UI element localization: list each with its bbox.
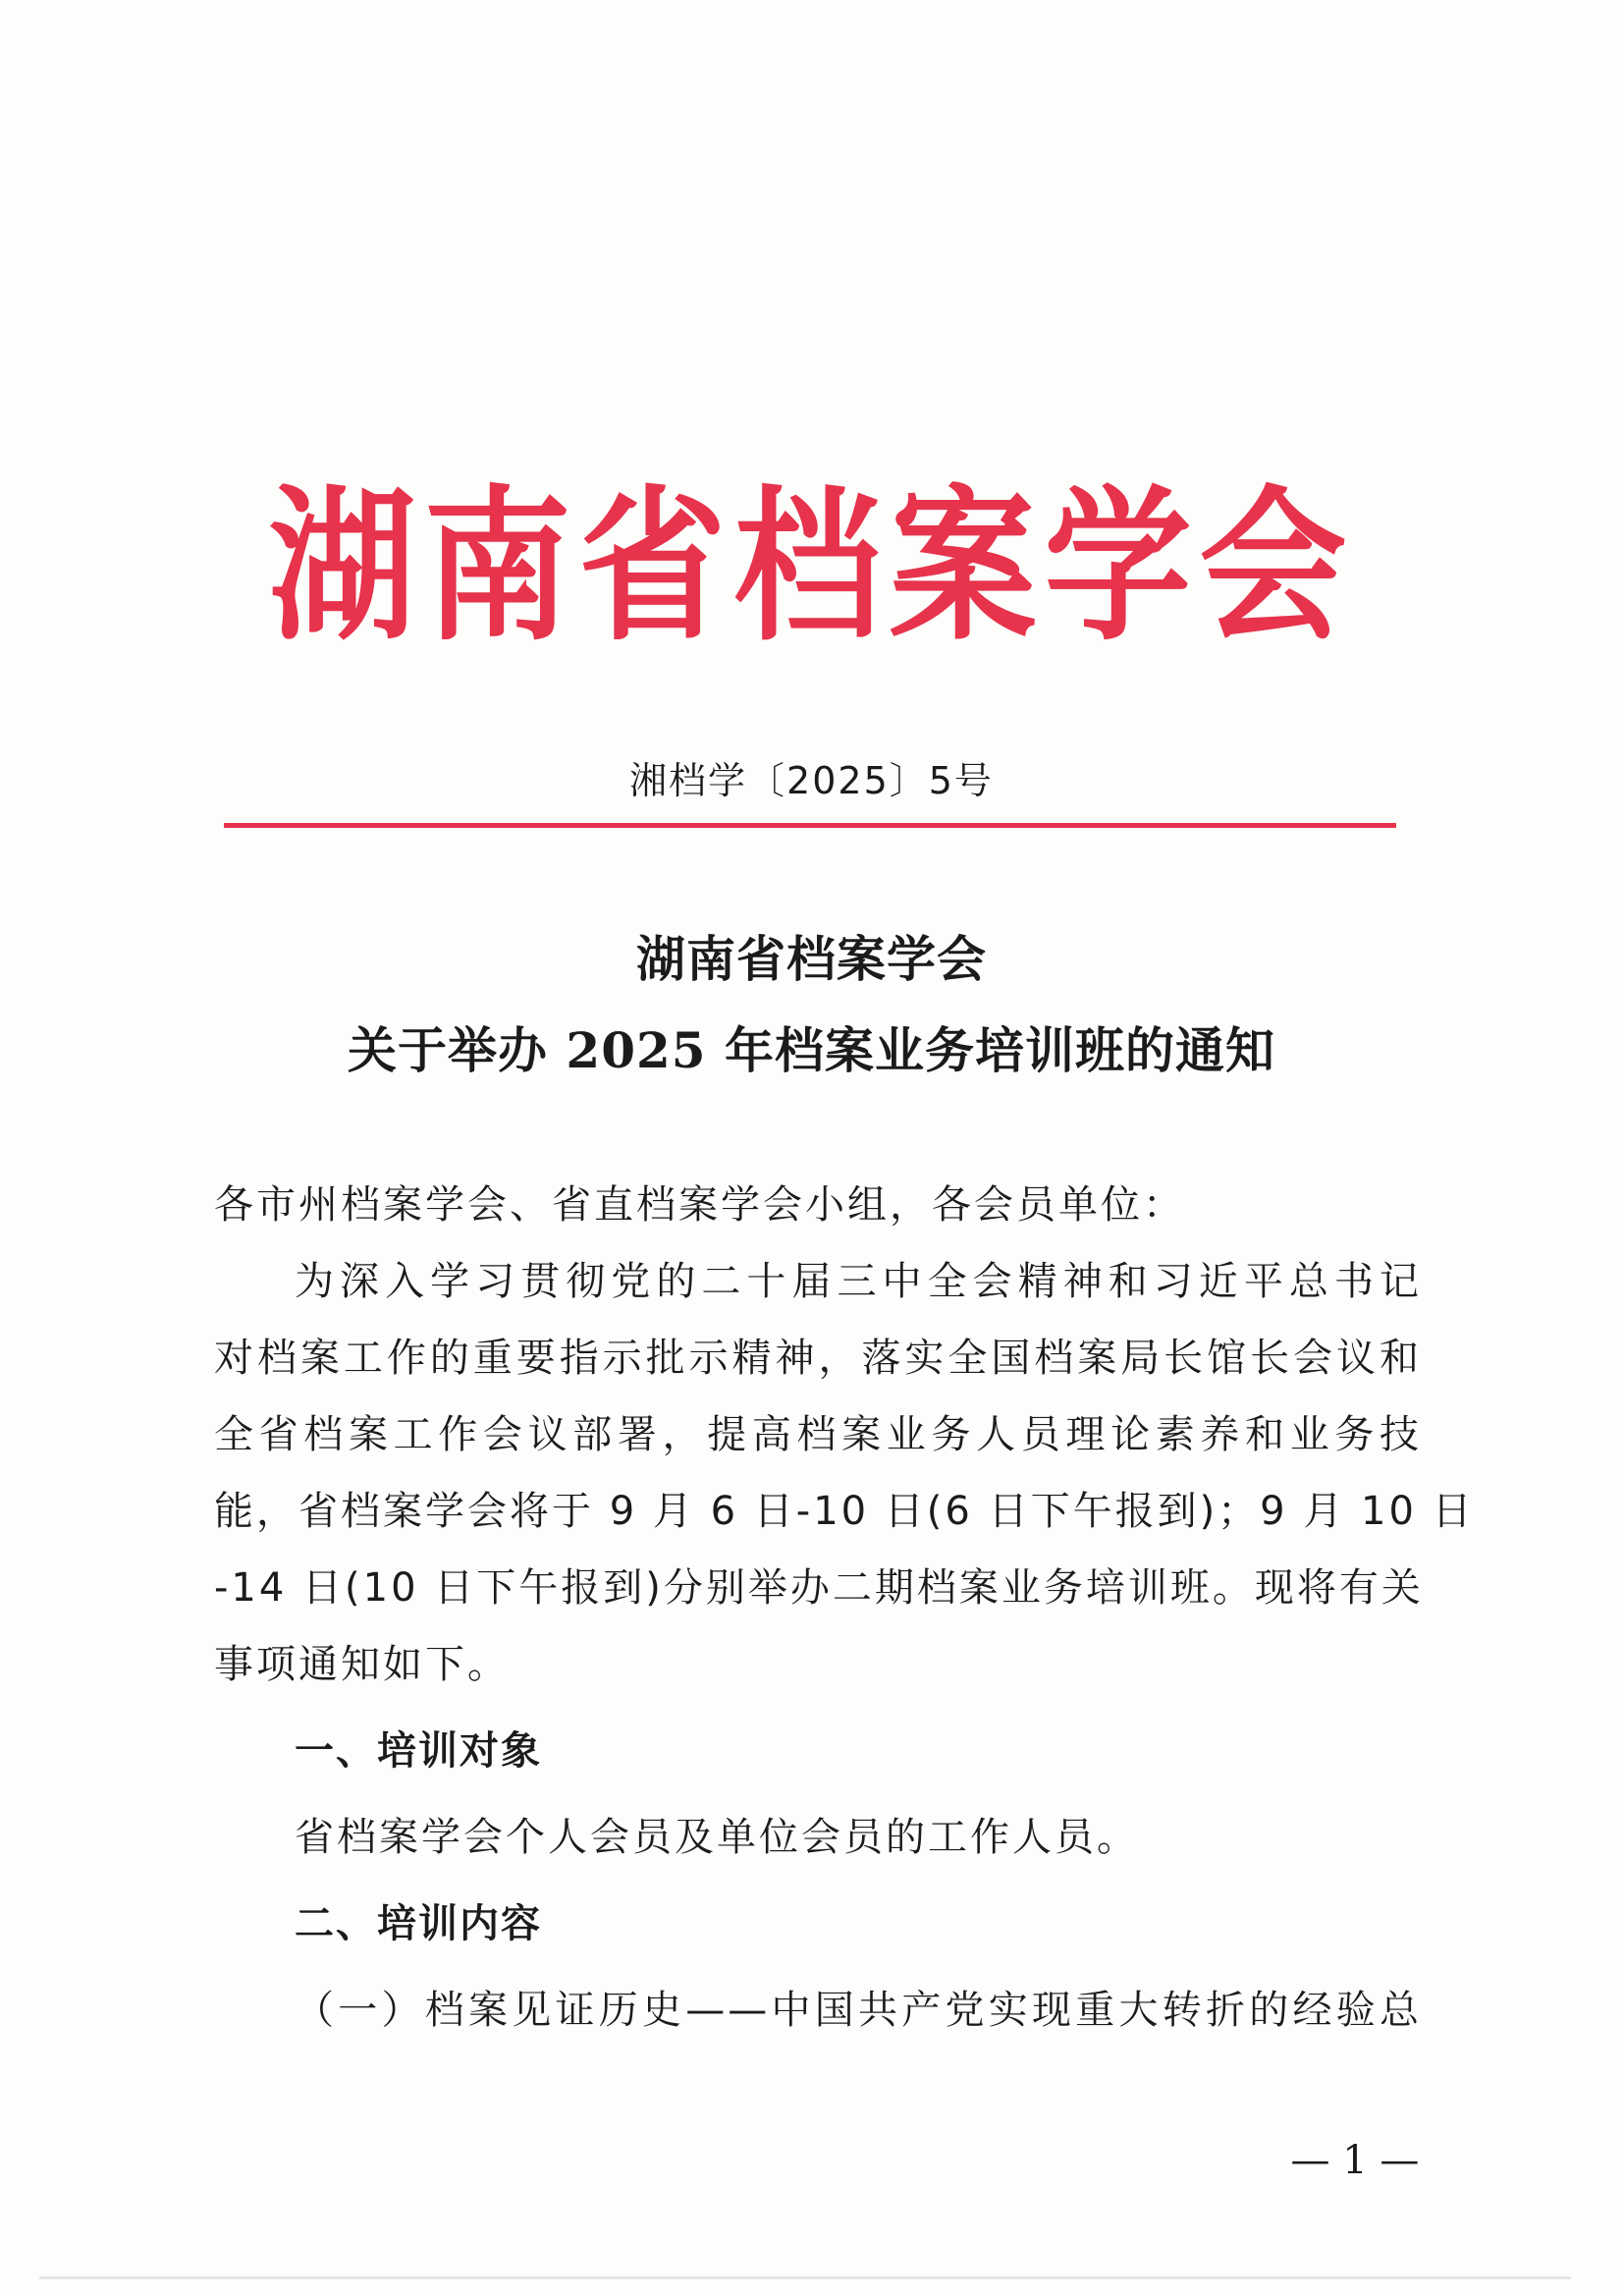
paragraph-line: -14 日(10 日下午报到)分别举办二期档案业务培训班。现将有关 (214, 1565, 1424, 1611)
section-heading-training-targets: 一、培训对象 (295, 1728, 542, 1774)
paragraph-line: 能，省档案学会将于 9 月 6 日-10 日(6 日下午报到)；9 月 10 日 (214, 1489, 1475, 1534)
red-divider-rule (224, 823, 1396, 828)
section-heading-training-content: 二、培训内容 (295, 1901, 542, 1946)
page-number: — 1 — (1290, 2138, 1420, 2183)
scan-edge-mark (39, 2276, 1571, 2279)
document-number: 湘档学〔2025〕5号 (629, 759, 994, 802)
paragraph-line: 事项通知如下。 (214, 1642, 510, 1687)
section-item-training-content-1: （一）档案见证历史——中国共产党实现重大转折的经验总 (295, 1988, 1422, 2033)
notice-title-line-2: 关于举办 2025 年档案业务培训班的通知 (348, 1021, 1275, 1079)
notice-title-line-1: 湖南省档案学会 (636, 930, 987, 988)
paragraph-line: 为深入学习贯彻党的二十届三中全会精神和习近平总书记 (295, 1259, 1422, 1304)
salutation: 各市州档案学会、省直档案学会小组，各会员单位： (214, 1182, 1185, 1228)
paragraph-line: 对档案工作的重要指示批示精神，落实全国档案局长馆长会议和 (214, 1336, 1422, 1381)
masthead-title: 湖南省档案学会 (268, 471, 1355, 664)
paragraph-line: 全省档案工作会议部署，提高档案业务人员理论素养和业务技 (214, 1412, 1422, 1457)
section-text-training-targets: 省档案学会个人会员及单位会员的工作人员。 (295, 1815, 1139, 1860)
